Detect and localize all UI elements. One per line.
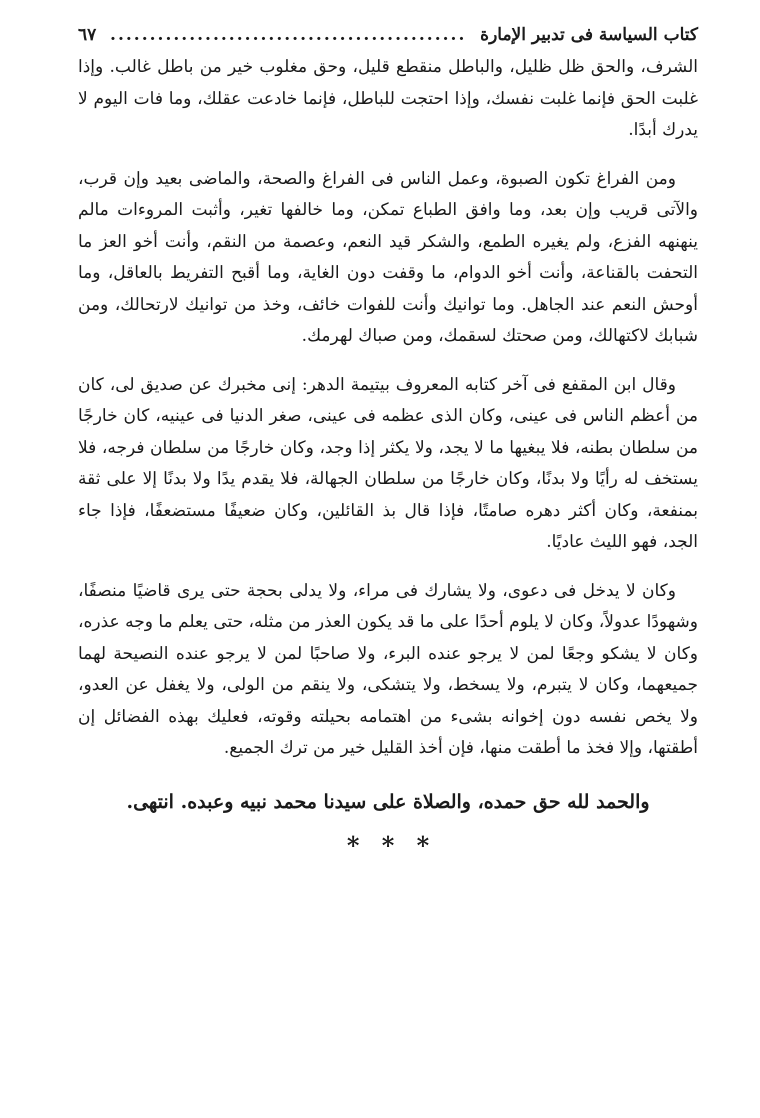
book-title: كتاب السياسة فى تدبير الإمارة <box>480 25 698 45</box>
book-page <box>78 22 698 860</box>
closing-line: والحمد لله حق حمده، والصلاة على سيدنا محمد نبيه وعبده. انتهى. <box>126 790 650 813</box>
page-number: ٦٧ <box>78 25 97 45</box>
paragraph: وقال ابن المقفع فى آخر كتابه المعروف بيتيمة الدهر: إنى مخبرك عن صديق لى، كان من أعظم الناس فى عينى، وكان الذى عظمه فى عينى، صغر الدنيا فى عينيه، كان خارجًا من سلطان بطنه، فلا يبغيها ما لا يجد، ولا يكثر إذا وجد، وكان خارجًا من سلطان فرجه، فلا يستخف له رأيًا ولا بدنًا، وكان خارجًا من سلطان الجهالة، فلا يقدم يدًا ولا بدنًا إلا على ثقة بمنفعة، وكان أكثر دهره صامتًا، فإذا قال بذ القائلين، وكان ضعيفًا مستضعفًا، فإذا جاء الجد، فهو الليث عاديًا. <box>78 374 698 552</box>
running-head <box>78 22 698 52</box>
paragraph: ومن الفراغ تكون الصبوة، وعمل الناس فى الفراغ والصحة، والماضى بعيد وإن قرب، والآتى قريب وإن بعد، وما وافق الطباع تمكن، وما خالفها تغير، وأثبت المروءات مالم ينهنهه الفزع، ولم يغيره الطمع، والشكر قيد النعم، وعصمة من النقم، وأنت أخو العز ما التحفت بالقناعة، وأنت أخو الدوام، ما وقفت دون الغاية، وما أقبح التفريط بالعاقل، وما أوحش النعم عند الجاهل. وما توانيك وأنت للفوات خائف، وخذ من توانيك لارتحالك، ومن شبابك لاكتهالك، ومن صحتك لسقمك، ومن صباك لهرمك. <box>78 168 698 346</box>
leader-dots: ............................................. <box>110 25 467 45</box>
asterism-ornament: * * * <box>346 830 430 860</box>
paragraph-continuation: الشرف، والحق ظل ظليل، والباطل منقطع قليل، وحق مغلوب خير من باطل غالب. وإذا غلبت الحق فإنما غلبت نفسك، وإذا احتجت للباطل، فإنما خادعت عقلك، وما فات اليوم لا يدرك أبدًا. <box>78 57 698 140</box>
paragraph: وكان لا يدخل فى دعوى، ولا يشارك فى مراء، ولا يدلى بحجة حتى يرى قاضيًا منصفًا، وشهودًا عدولاً، وكان لا يلوم أحدًا على ما قد يكون العذر من مثله، حتى يعلم ما وجه عذره، وكان لا يشكو وجعًا لمن لا يرجو عنده البرء، ولا صاحبًا لمن لا يرجو عنده النصيحة لهما جميعهما، وكان لا يتبرم، ولا يسخط، ولا يتشكى، ولا ينقم من الولى، ولا يغفل عن العدو، ولا يخص نفسه دون إخوانه بشىء من اهتمامه بحيلته وقوته، فعليك بهذه الفضائل إن أطقتها، وإلا فخذ ما أطقت منها، فإن أخذ القليل خير من ترك الجميع. <box>78 580 698 758</box>
